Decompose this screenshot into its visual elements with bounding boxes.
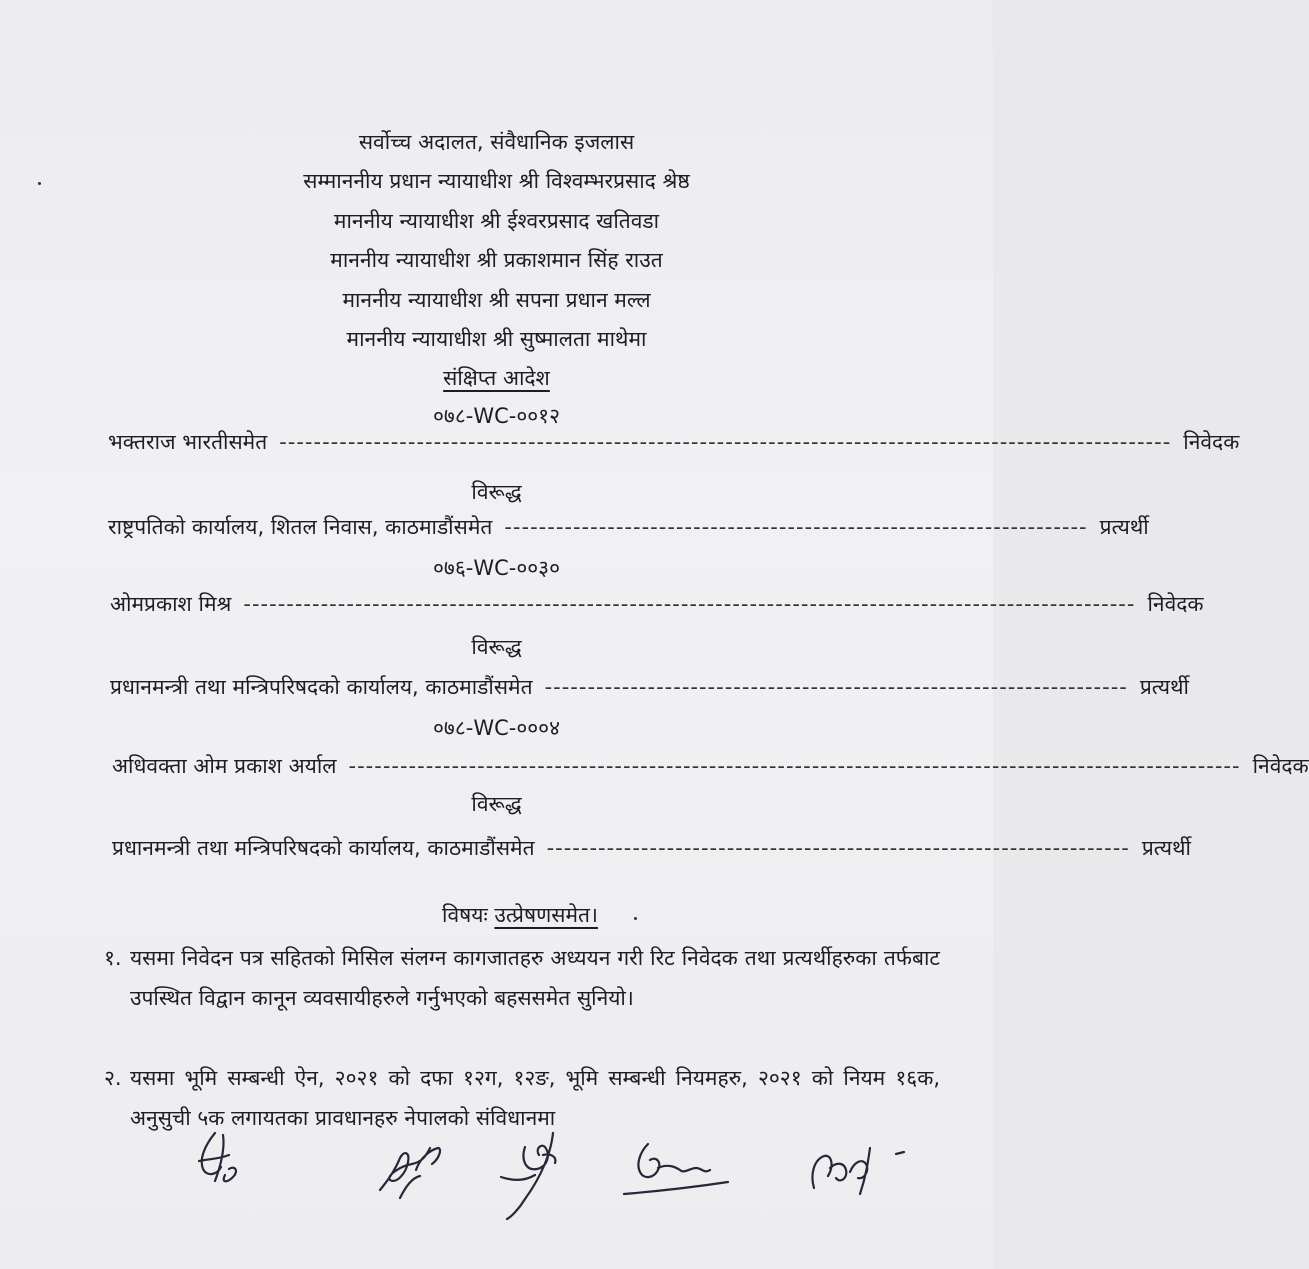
- dash-leader: --------------------------------------------------------------------: [544, 675, 1128, 699]
- order-title: संक्षिप्त आदेश: [443, 366, 550, 390]
- court-name: सर्वोच्च अदालत, संवैधानिक इजलास: [358, 130, 635, 154]
- paragraph-2-number: २.: [104, 1066, 122, 1090]
- paragraph-2-text: यसमा भूमि सम्बन्धी ऐन, २०२१ को दफा १२ग, १२ङ, भूमि सम्बन्धी नियमहरु, २०२१ को नियम १६क, अनुसुची ५क लगायतका प्रावधानहरु नेपालको संविधानमा: [130, 1066, 940, 1130]
- case-3-petitioner-role: निवेदक: [1252, 754, 1309, 778]
- case-2-petitioner-role: निवेदक: [1147, 592, 1204, 616]
- case-2-versus: विरूद्ध: [471, 635, 522, 659]
- signature-2: [370, 1128, 460, 1208]
- case-2-petitioner-row: [110, 590, 1204, 618]
- case-3-petitioner: अधिवक्ता ओम प्रकाश अर्याल: [112, 754, 337, 778]
- dash-leader: --------------------------------------------------------------------: [546, 836, 1130, 860]
- justice-1: माननीय न्यायाधीश श्री ईश्वरप्रसाद खतिवडा: [333, 209, 660, 233]
- case-2-petitioner: ओमप्रकाश मिश्र: [110, 592, 232, 616]
- chief-justice: सम्माननीय प्रधान न्यायाधीश श्री विश्वम्भरप्रसाद श्रेष्ठ: [303, 169, 690, 193]
- dash-leader: --------------------------------------------------------------------------------------------------------: [348, 754, 1241, 778]
- subject-value: उत्प्रेषणसमेत।: [494, 903, 598, 927]
- case-3-respondent-row: [112, 834, 1191, 862]
- case-number-1: ०७८-WC-००१२: [432, 404, 561, 428]
- case-3-respondent-role: प्रत्यर्थी: [1141, 836, 1191, 860]
- dash-leader: --------------------------------------------------------------------------------------------------------: [243, 592, 1136, 616]
- justice-2: माननीय न्यायाधीश श्री प्रकाशमान सिंह राउत: [330, 248, 663, 272]
- case-2-respondent-role: प्रत्यर्थी: [1139, 675, 1189, 699]
- case-1-respondent-role: प्रत्यर्थी: [1099, 515, 1149, 539]
- stray-mark: [38, 182, 41, 185]
- dash-leader: --------------------------------------------------------------------: [504, 515, 1088, 539]
- signature-5: [800, 1138, 910, 1203]
- case-number-3: ०७८-WC-०००४: [432, 716, 561, 740]
- case-2-respondent: प्रधानमन्त्री तथा मन्त्रिपरिषदको कार्यालय, काठमाडौंसमेत: [110, 675, 533, 699]
- subject-label: विषयः: [442, 903, 488, 927]
- case-3-versus: विरूद्ध: [471, 792, 522, 816]
- subject-line: [0, 901, 1040, 929]
- signature-1: [185, 1125, 255, 1195]
- case-1-versus: विरूद्ध: [471, 480, 522, 504]
- paragraph-1-text: यसमा निवेदन पत्र सहितको मिसिल संलग्न कागजातहरु अध्ययन गरी रिट निवेदक तथा प्रत्यर्थीहरुका तर्फबाट उपस्थित विद्वान कानून व्यवसायीहरुले गर्नुभएको बहससमेत सुनियो।: [130, 946, 940, 1010]
- signature-3: [495, 1125, 580, 1220]
- case-1-respondent-row: [108, 513, 1149, 541]
- case-3-petitioner-row: [112, 752, 1309, 780]
- paragraph-1-number: १.: [104, 946, 122, 970]
- case-3-respondent: प्रधानमन्त्री तथा मन्त्रिपरिषदको कार्यालय, काठमाडौंसमेत: [112, 836, 535, 860]
- stray-mark: [634, 917, 637, 920]
- dash-leader: --------------------------------------------------------------------------------------------------------: [279, 430, 1172, 454]
- justice-4: माननीय न्यायाधीश श्री सुष्मालता माथेमा: [346, 327, 647, 351]
- case-2-respondent-row: [110, 673, 1189, 701]
- case-1-petitioner-row: [108, 428, 1240, 456]
- signature-4: [618, 1138, 733, 1203]
- case-1-petitioner-role: निवेदक: [1183, 430, 1240, 454]
- justice-3: माननीय न्यायाधीश श्री सपना प्रधान मल्ल: [342, 288, 651, 312]
- case-number-2: ०७६-WC-००३०: [432, 556, 561, 580]
- case-1-petitioner: भक्तराज भारतीसमेत: [108, 430, 268, 454]
- case-1-respondent: राष्ट्रपतिको कार्यालय, शितल निवास, काठमाडौंसमेत: [108, 515, 493, 539]
- paragraph-1: [104, 938, 940, 1018]
